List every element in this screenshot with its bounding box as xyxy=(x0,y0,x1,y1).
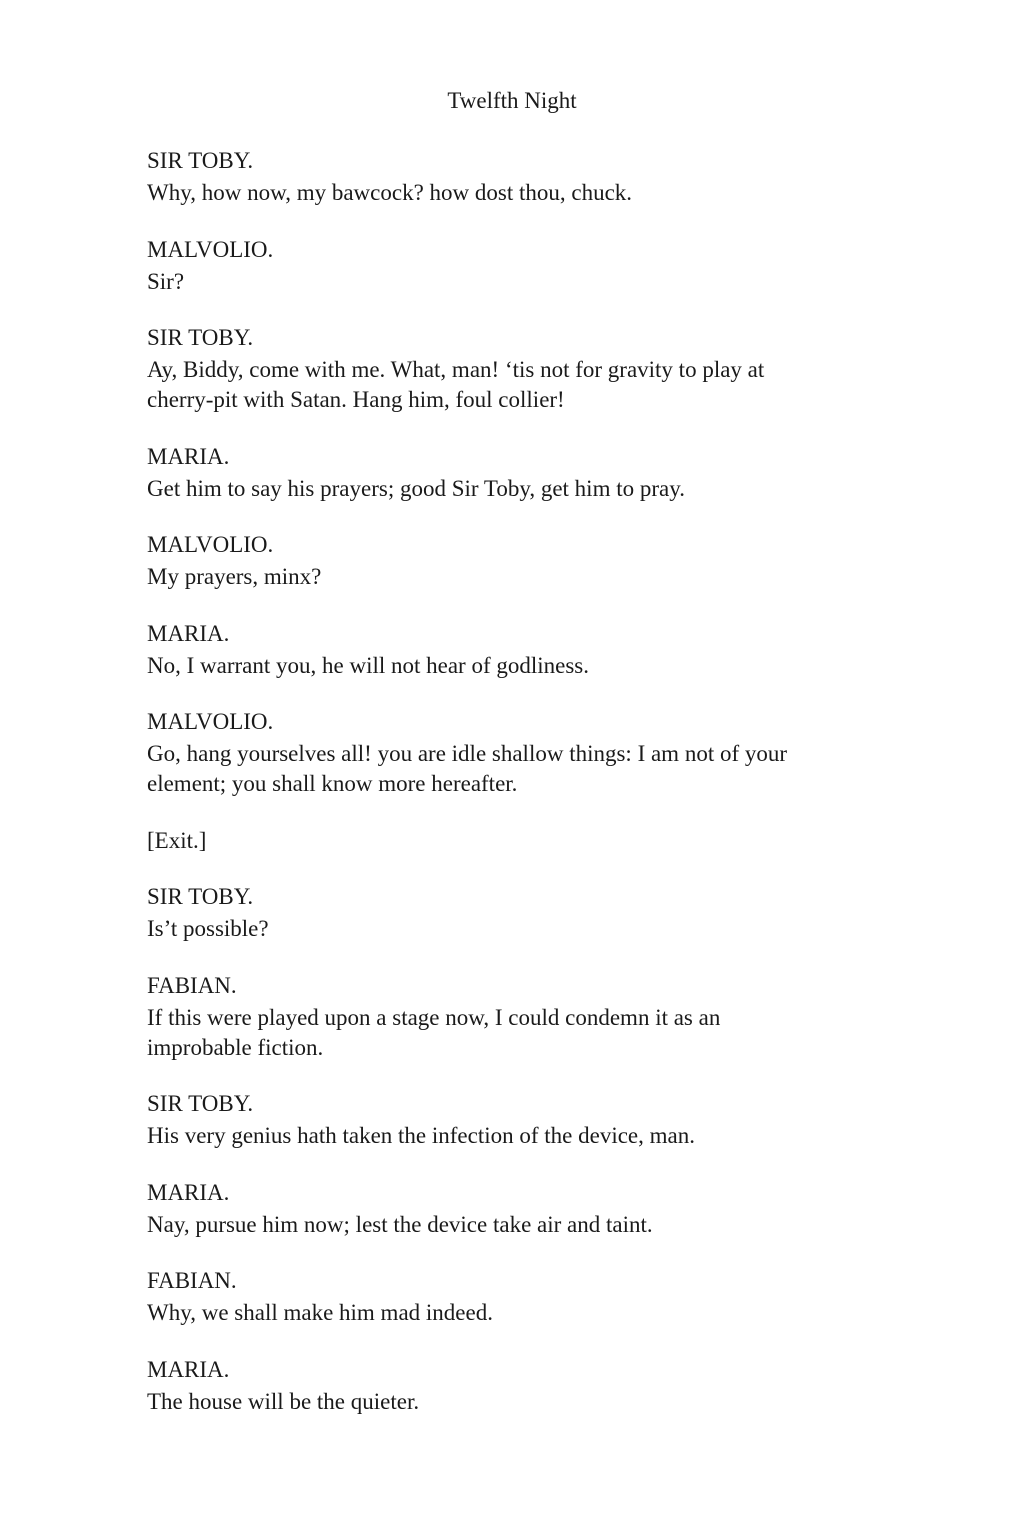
speaker-name: FABIAN. xyxy=(147,1268,237,1293)
speech-line: My prayers, minx? xyxy=(147,564,322,589)
speech-block xyxy=(147,619,887,681)
speech-line: Why, we shall make him mad indeed. xyxy=(147,1300,493,1325)
speech-line: Nay, pursue him now; lest the device take air and taint. xyxy=(147,1211,653,1237)
speech-block xyxy=(147,1266,887,1328)
speech-line: Ay, Biddy, come with me. What, man! ‘tis not for gravity to play at xyxy=(147,357,765,382)
speaker-name: SIR TOBY. xyxy=(147,884,254,909)
speech-block xyxy=(147,1355,887,1417)
speech-block xyxy=(147,707,887,799)
speaker-name: MALVOLIO. xyxy=(147,236,274,262)
page-header xyxy=(0,86,1024,116)
speech-line: Sir? xyxy=(147,268,185,294)
speaker-name: MARIA. xyxy=(147,443,230,469)
speech-block xyxy=(147,323,887,415)
speaker-name: SIR TOBY. xyxy=(147,325,254,350)
speaker-name: MARIA. xyxy=(147,620,230,646)
speaker-name: MALVOLIO. xyxy=(147,532,274,557)
speaker-name: MARIA. xyxy=(147,1179,230,1205)
speech-line: Is’t possible? xyxy=(147,916,269,941)
speech-line: The house will be the quieter. xyxy=(147,1388,420,1414)
speech-block xyxy=(147,1089,887,1151)
speaker-name: MALVOLIO. xyxy=(147,709,274,734)
speech-block xyxy=(147,971,887,1063)
speech-block xyxy=(147,530,887,592)
speech-block xyxy=(147,442,887,504)
speech-block xyxy=(147,146,887,208)
speaker-name: FABIAN. xyxy=(147,972,237,998)
speech-line: Why, how now, my bawcock? how dost thou, chuck. xyxy=(147,180,633,205)
play-text xyxy=(147,146,887,1443)
running-title: Twelfth Night xyxy=(447,88,577,113)
speech-line: cherry-pit with Satan. Hang him, foul collier! xyxy=(147,387,565,412)
speech-line: improbable fiction. xyxy=(147,1034,324,1060)
speaker-name: SIR TOBY. xyxy=(147,1091,254,1116)
speaker-name: SIR TOBY. xyxy=(147,148,254,173)
speech-line: If this were played upon a stage now, I could condemn it as an xyxy=(147,1004,721,1030)
stage-direction-block xyxy=(147,826,887,856)
speech-line: Go, hang yourselves all! you are idle shallow things: I am not of your xyxy=(147,741,788,766)
speech-line: element; you shall know more hereafter. xyxy=(147,771,518,796)
speech-line: No, I warrant you, he will not hear of godliness. xyxy=(147,652,590,678)
stage-direction: [Exit.] xyxy=(147,827,207,853)
speech-block xyxy=(147,235,887,297)
speech-line: His very genius hath taken the infection of the device, man. xyxy=(147,1123,695,1148)
speaker-name: MARIA. xyxy=(147,1356,230,1382)
speech-block xyxy=(147,882,887,944)
speech-block xyxy=(147,1178,887,1240)
speech-line: Get him to say his prayers; good Sir Toby, get him to pray. xyxy=(147,475,685,501)
